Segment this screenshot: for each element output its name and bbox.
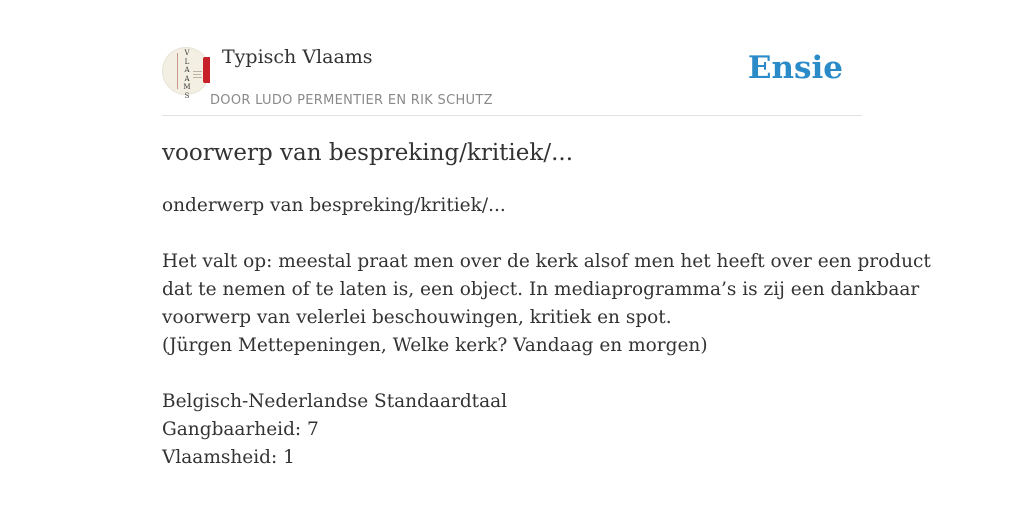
book-title-link[interactable]: Typisch Vlaams <box>222 46 373 68</box>
example-source: (Jürgen Mettepeningen, Welke kerk? Vandaag en morgen) <box>162 335 708 356</box>
entry-gangbaarheid: Gangbaarheid: 7 <box>162 419 319 440</box>
entry-vlaamsheid: Vlaamsheid: 1 <box>162 447 295 468</box>
ensie-logo-link[interactable]: Ensie <box>747 50 843 86</box>
book-cover-avatar[interactable] <box>162 47 210 100</box>
cover-decoration <box>193 77 202 78</box>
cover-title-letters: V L A A M S <box>183 49 191 100</box>
cover-decoration <box>193 74 201 75</box>
example-line: dat te nemen of te laten is, een object. In mediaprogramma’s is zij een dankbaar <box>162 279 920 300</box>
entry-meaning: onderwerp van bespreking/kritiek/... <box>162 195 506 216</box>
entry-body <box>162 192 931 472</box>
entry-language: Belgisch-Nederlandse Standaardtaal <box>162 391 508 412</box>
cover-decoration <box>193 71 202 72</box>
cover-decoration <box>177 53 178 89</box>
cover-spine-accent <box>203 57 210 83</box>
book-header <box>162 44 862 116</box>
paragraph-gap <box>162 220 862 248</box>
example-line: voorwerp van velerlei beschouwingen, kritiek en spot. <box>162 307 672 328</box>
book-authors: DOOR LUDO PERMENTIER EN RIK SCHUTZ <box>210 93 493 108</box>
paragraph-gap <box>162 360 862 388</box>
entry-title: voorwerp van bespreking/kritiek/... <box>162 140 574 166</box>
example-line: Het valt op: meestal praat men over de kerk alsof men het heeft over een product <box>162 251 931 272</box>
